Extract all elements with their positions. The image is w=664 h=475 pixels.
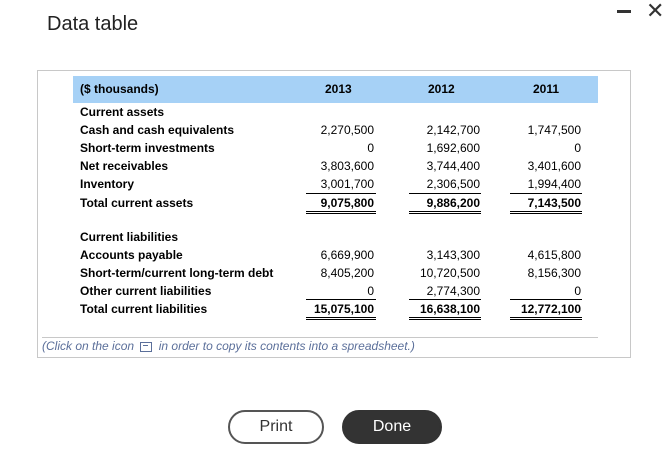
header-2011: 2011 (533, 82, 560, 96)
subtotal-rule (306, 193, 376, 194)
header-2013: 2013 (325, 82, 352, 96)
cell-value: 0 (367, 284, 374, 298)
done-button[interactable]: Done (342, 410, 442, 444)
subtotal-rule (306, 299, 376, 300)
section-current-liabilities: Current liabilities (80, 230, 179, 244)
total-double-rule (409, 211, 481, 212)
total-double-rule (306, 211, 376, 212)
cell-value: 8,156,300 (527, 266, 581, 280)
total-double-rule (510, 319, 582, 320)
cell-value: 3,401,600 (527, 159, 581, 173)
row-label: Accounts payable (80, 248, 183, 262)
row-label: Net receivables (80, 159, 169, 173)
note-text-before: (Click on the icon (42, 339, 135, 353)
total-double-rule (306, 213, 376, 214)
spreadsheet-icon[interactable] (140, 342, 152, 352)
total-double-rule (409, 317, 481, 318)
total-double-rule (306, 317, 376, 318)
subtotal-rule (409, 299, 481, 300)
dialog-title: Data table (47, 13, 139, 35)
cell-value: 0 (574, 284, 581, 298)
cell-value: 0 (367, 141, 374, 155)
header-2012: 2012 (428, 82, 455, 96)
cell-value: 2,270,500 (320, 123, 374, 137)
header-units-label: ($ thousands) (80, 82, 159, 96)
cell-value: 4,615,800 (527, 248, 581, 262)
cell-value: 1,692,600 (426, 141, 480, 155)
row-label: Cash and cash equivalents (80, 123, 235, 137)
total-double-rule (409, 319, 481, 320)
total-double-rule (510, 317, 582, 318)
minimize-icon[interactable] (617, 10, 631, 13)
cell-value: 6,669,900 (320, 248, 374, 262)
section-current-assets: Current assets (80, 105, 165, 119)
copy-note (42, 339, 415, 353)
print-button[interactable]: Print (228, 410, 324, 444)
subtotal-rule (409, 193, 481, 194)
subtotal-rule (510, 299, 582, 300)
note-text-after: in order to copy its contents into a spreadsheet.) (158, 339, 415, 353)
total-value: 16,638,100 (419, 302, 480, 316)
row-label: Inventory (80, 177, 135, 191)
cell-value: 0 (574, 141, 581, 155)
total-double-rule (510, 213, 582, 214)
total-value: 7,143,500 (527, 196, 581, 210)
cell-value: 2,306,500 (426, 177, 480, 191)
total-label: Total current liabilities (80, 302, 208, 316)
row-label: Short-term investments (80, 141, 215, 155)
subtotal-rule (510, 193, 582, 194)
close-icon[interactable]: ✕ (646, 0, 664, 23)
cell-value: 1,994,400 (527, 177, 581, 191)
total-value: 12,772,100 (520, 302, 581, 316)
total-double-rule (306, 319, 376, 320)
row-label: Other current liabilities (80, 284, 212, 298)
cell-value: 3,744,400 (426, 159, 480, 173)
cell-value: 3,001,700 (320, 177, 374, 191)
total-double-rule (510, 211, 582, 212)
total-value: 9,886,200 (426, 196, 480, 210)
cell-value: 2,774,300 (426, 284, 480, 298)
cell-value: 8,405,200 (320, 266, 374, 280)
total-double-rule (409, 213, 481, 214)
cell-value: 1,747,500 (527, 123, 581, 137)
cell-value: 10,720,500 (419, 266, 480, 280)
note-divider (42, 337, 598, 338)
total-value: 9,075,800 (320, 196, 374, 210)
cell-value: 3,803,600 (320, 159, 374, 173)
cell-value: 2,142,700 (426, 123, 480, 137)
row-label: Short-term/current long-term debt (80, 266, 274, 280)
total-value: 15,075,100 (313, 302, 374, 316)
total-label: Total current assets (80, 196, 194, 210)
cell-value: 3,143,300 (426, 248, 480, 262)
